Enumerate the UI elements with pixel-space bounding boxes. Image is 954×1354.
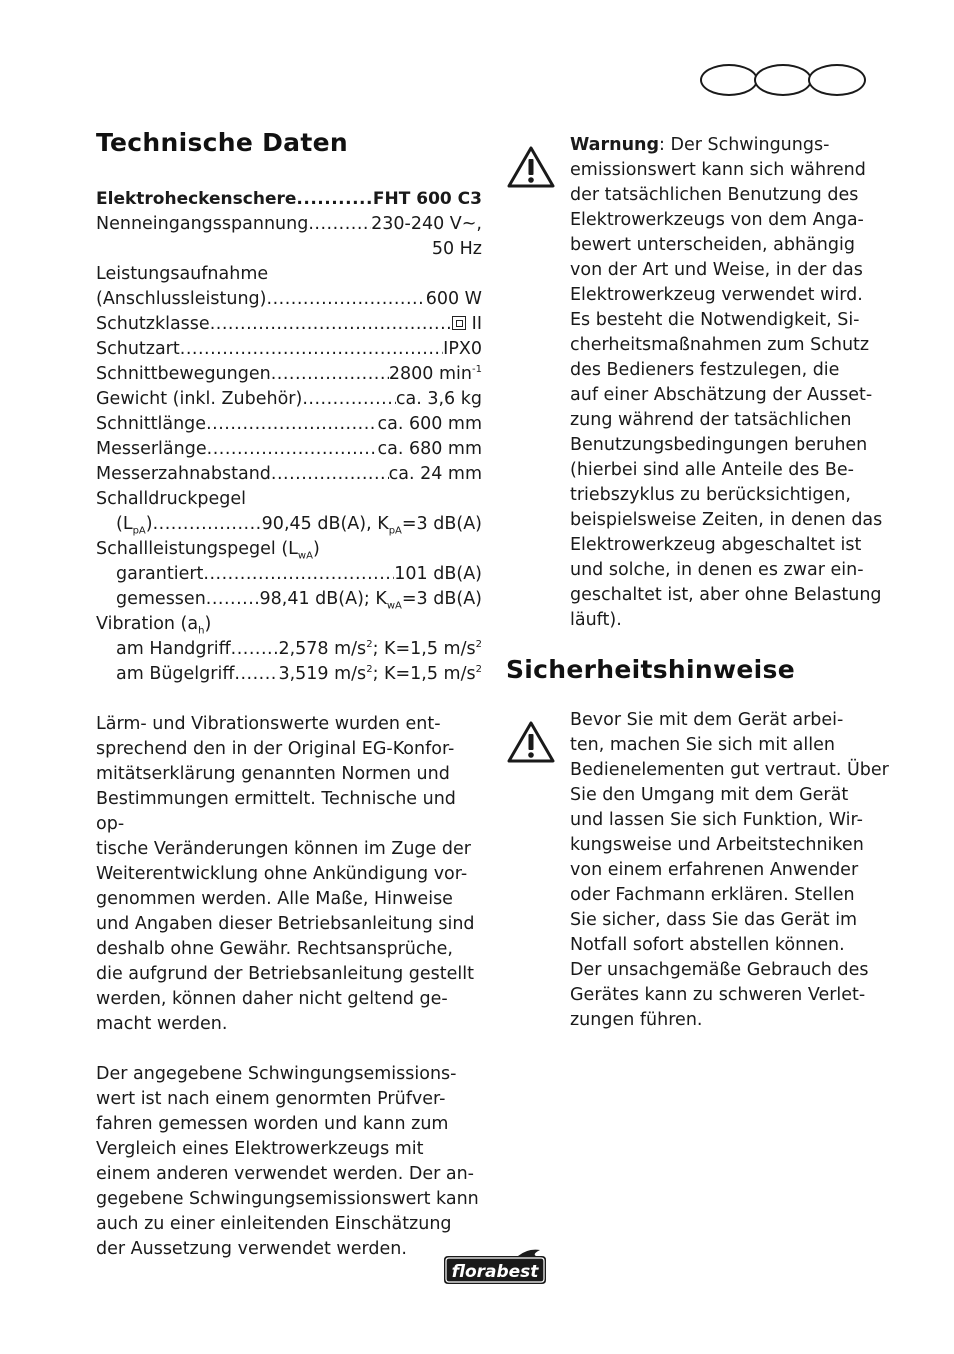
spec-row-vibration-label: Vibration $(a_h)$: [96, 614, 212, 637]
spec-row-protection-class: Schutzklasse ..... II: [96, 312, 482, 337]
spec-row-tooth-spacing: Messerzahnabstand ..... ca. 24 mm: [96, 462, 482, 487]
spec-row-model: Elektroheckenschere ..... FHT 600 C3: [96, 187, 482, 212]
language-badge: [754, 64, 812, 96]
spec-row-guaranteed: garantiert ..... 101 dB(A): [96, 562, 482, 587]
protection-class-icon: [452, 316, 466, 330]
left-column: [96, 128, 482, 1262]
section-title-technische-daten: Technische Daten: [96, 128, 348, 157]
language-badges: [700, 64, 866, 98]
spec-row-power-label: Leistungsaufnahme: [96, 264, 269, 284]
spec-row-bow-handle: am Bügelgriff ..... 3,519 $m/s^2$; K=1,5 $m/s^2$: [96, 662, 482, 687]
paragraph-noise-values: Lärm- und Vibrationswerte wurden ent- sprechend den in der Original EG-Konfor- mitätserklärung genannten Normen und Bestimmungen ermittelt. Technische und op- tische Veränderungen können im Zuge der Weiterentwicklung ohne Ankündigung vor- genommen werden. Alle Maße, Hinweise und Angaben dieser Betriebsanleitung sind deshalb ohne Gewähr. Rechtsansprüche, die aufgrund der Betriebsanleitung gestellt werden, können daher nicht geltend ge- macht werden.: [96, 714, 475, 1034]
spec-table: [96, 187, 482, 687]
spec-row-voltage: Nenneingangsspannung ..... 230-240 V~,: [96, 212, 482, 237]
spec-row-cuts: Schnittbewegungen ..... 2800 $\min^{-1}$: [96, 362, 482, 387]
warning-triangle-icon: [506, 708, 560, 1033]
warning-triangle-icon: [506, 133, 560, 633]
florabest-logo: [440, 1246, 550, 1288]
warning-block-safety: [506, 708, 896, 1033]
spec-row-blade-length: Messerlänge ..... ca. 680 mm: [96, 437, 482, 462]
warning-text-vibration: Warnung: Der Schwingungs- emissionswert kann sich während der tatsächlichen Benutzung des Elektrowerkzeugs von dem Anga- bewert unterscheiden, abhängig von der Art und Weise, in der das Elektrowerkzeug verwendet wird. Es besteht die Notwendigkeit, Si- cherheitsmaßnahmen zum Schutz des Bedieners festzulegen, die auf einer Abschätzung der Ausset- zung während der tatsächlichen Benutzungsbedingungen beruhen (hierbei sind alle Anteile des Be- triebszyklus zu berücksichtigen, beispielsweise Zeiten, in denen das Elektrowerkzeug abgeschaltet ist und solche, in denen es zwar ein- geschaltet ist, aber ohne Belastung läuft).: [570, 135, 883, 630]
language-badge: [700, 64, 758, 96]
spec-row-weight: Gewicht (inkl. Zubehör) ..... ca. 3,6 kg: [96, 387, 482, 412]
spec-row-ip-rating: Schutzart ..... IPX0: [96, 337, 482, 362]
spec-row-cut-length: Schnittlänge ..... ca. 600 mm: [96, 412, 482, 437]
logo-text: florabest: [451, 1262, 539, 1282]
spec-row-measured: gemessen ..... 98,41 dB(A); $K_{wA}=3$ dB(A): [96, 587, 482, 612]
right-column: [506, 128, 896, 1033]
spec-row-frequency: 50 Hz: [431, 239, 482, 259]
warning-block-vibration: [506, 133, 896, 633]
spec-row-sound-pressure-label: Schalldruckpegel: [96, 489, 247, 509]
spec-row-sound-pressure: $(L_{pA})$ ..... 90,45 dB(A), $K_{pA}=3$ dB(A): [96, 512, 482, 537]
warning-text-safety: Bevor Sie mit dem Gerät arbei- ten, machen Sie sich mit allen Bedienelementen gut vertraut. Über Sie den Umgang mit dem Gerät und lassen Sie sich Funktion, Wir- kungsweise und Arbeitstechniken von einem erfahrenen Anwender oder Fachmann erklären. Stellen Sie sicher, dass Sie das Gerät im Notfall sofort abstellen können. Der unsachgemäße Gebrauch des Gerätes kann zu schweren Verlet- zungen führen.: [570, 710, 889, 1030]
spec-row-handle: am Handgriff ..... 2,578 $m/s^2$; K=1,5 $m/s^2$: [96, 637, 482, 662]
spec-row-sound-power-label: Schallleistungspegel $(L_{wA})$: [96, 539, 320, 562]
paragraph-vibration-emission: Der angegebene Schwingungsemissions- wert ist nach einem genormten Prüfver- fahren gemessen worden und kann zum Vergleich eines Elektrowerkzeugs mit einem anderen verwendet werden. Der an- gegebene Schwingungsemissionswert kann auch zu einer einleitenden Einschätzung der Aussetzung verwendet werden.: [96, 1064, 479, 1259]
section-title-sicherheitshinweise: Sicherheitshinweise: [506, 655, 795, 684]
spec-row-power: (Anschlussleistung) ..... 600 W: [96, 287, 482, 312]
warning-label: Warnung: [570, 135, 660, 155]
language-badge: [808, 64, 866, 96]
